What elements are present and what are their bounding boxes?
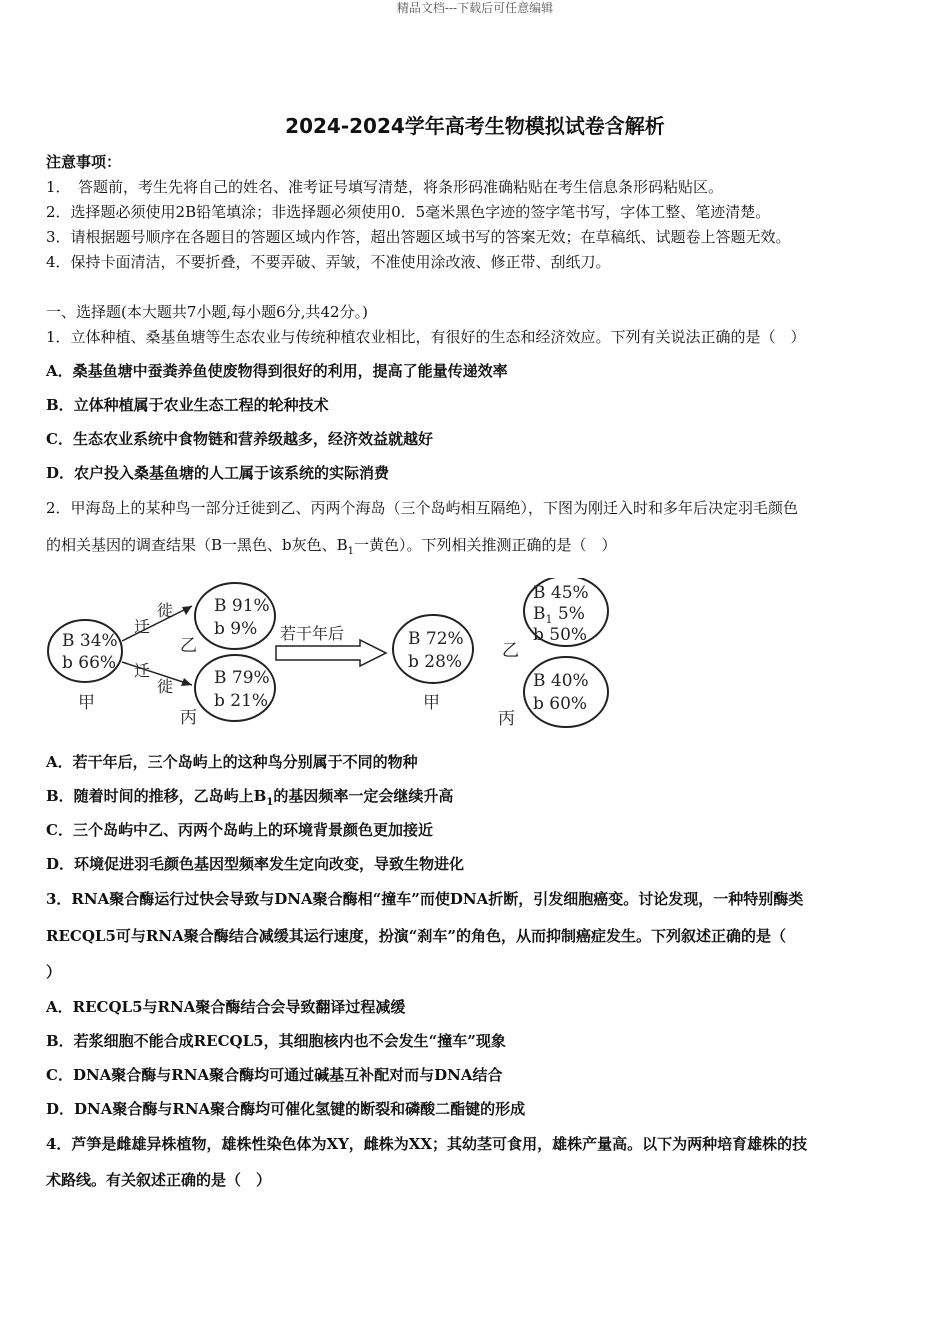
bing-later-circle	[524, 657, 608, 727]
notice-item-1: 1． 答题前，考生先将自己的姓名、准考证号填写清楚，将条形码准确粘贴在考生信息条形码粘贴区。	[46, 178, 724, 196]
jia-later-b: b 28%	[408, 652, 463, 672]
question-2-stem-line2: 的相关基因的调查结果（B一黑色、b灰色、$B_1$一黄色）。下列相关推测正确的是（ ）	[46, 536, 617, 557]
notice-heading: 注意事项：	[46, 153, 122, 171]
bing-initial-circle	[195, 655, 275, 721]
gene-frequency-diagram	[40, 578, 620, 736]
yi-initial-b: b 9%	[214, 619, 258, 639]
yi-initial-circle	[195, 583, 275, 649]
label-bing-initial: 丙	[180, 708, 197, 728]
header-note: 精品文档---下载后可任意编辑	[396, 1, 554, 15]
notice-item-2: 2．选择题必须使用2B铅笔填涂；非选择题必须使用0．5毫米黑色字迹的签字笔书写，字体工整、笔迹清楚。	[46, 203, 771, 221]
question-2-option-c: C．三个岛屿中乙、丙两个岛屿上的环境背景颜色更加接近	[46, 821, 433, 839]
question-2-option-b: B．随着时间的推移，乙岛屿上$B_1$的基因频率一定会继续升高	[46, 787, 454, 808]
question-3-option-b: B．若浆细胞不能合成RECQL5，其细胞核内也不会发生“撞车”现象	[46, 1032, 506, 1050]
label-yi-initial: 乙	[180, 636, 197, 656]
jia-initial-B: B 34%	[62, 631, 118, 651]
migrate-top-qian: 迁	[134, 617, 151, 636]
question-3-stem-line1: 3．RNA聚合酶运行过快会导致与DNA聚合酶相“撞车”而使DNA折断，引发细胞癌变。讨论发现，一种特别酶类	[46, 890, 804, 908]
question-3-option-c: C．DNA聚合酶与RNA聚合酶均可通过碱基互补配对而与DNA结合	[46, 1066, 503, 1084]
question-2-stem-line1: 2．甲海岛上的某种鸟一部分迁徙到乙、丙两个海岛（三个岛屿相互隔绝），下图为刚迁入时和多年后决定羽毛颜色	[46, 499, 799, 517]
question-1-option-a: A．桑基鱼塘中蚕粪养鱼使废物得到很好的利用，提高了能量传递效率	[46, 362, 508, 380]
migrate-bottom-qian: 迁	[134, 661, 151, 680]
yi-initial-B: B 91%	[214, 596, 270, 616]
notice-item-4: 4．保持卡面清洁，不要折叠，不要弄破、弄皱，不准使用涂改液、修正带、刮纸刀。	[46, 253, 611, 271]
yi-later-b: b 50%	[533, 625, 588, 645]
section-heading: 一、选择题(本大题共7小题,每小题6分,共42分。)	[46, 303, 368, 321]
question-4-stem-line2: 术路线。有关叙述正确的是（ ）	[46, 1171, 272, 1189]
jia-later-B: B 72%	[408, 629, 464, 649]
question-1-option-c: C．生态农业系统中食物链和营养级越多，经济效益就越好	[46, 430, 433, 448]
notice-item-3: 3．请根据题号顺序在各题目的答题区域内作答，超出答题区域书写的答案无效；在草稿纸、试题卷上答题无效。	[46, 228, 791, 246]
migrate-top-xi: 徙	[157, 601, 174, 620]
question-4-stem-line1: 4．芦笋是雌雄异株植物，雄株性染色体为XY，雌株为XX；其幼茎可食用，雄株产量高。以下为两种培育雄株的技	[46, 1135, 808, 1153]
label-yi-later: 乙	[502, 641, 519, 661]
question-3-option-d: D．DNA聚合酶与RNA聚合酶均可催化氢键的断裂和磷酸二酯键的形成	[46, 1100, 526, 1118]
label-jia-initial: 甲	[78, 693, 95, 713]
yi-later-B: B 45%	[533, 583, 589, 603]
question-3-stem-line2: RECQL5可与RNA聚合酶结合减缓其运行速度，扮演“刹车”的角色，从而抑制癌症发生。下列叙述正确的是（	[46, 927, 786, 945]
page-title: 2024-2024学年高考生物模拟试卷含解析	[285, 114, 665, 138]
jia-initial-b: b 66%	[62, 653, 117, 673]
bing-later-b: b 60%	[533, 694, 588, 714]
question-2-option-a: A．若干年后，三个岛屿上的这种鸟分别属于不同的物种	[46, 753, 418, 771]
migrate-bottom-xi: 徙	[157, 677, 174, 696]
label-jia-later: 甲	[423, 693, 440, 713]
bing-initial-b: b 21%	[214, 691, 269, 711]
question-1-stem: 1．立体种植、桑基鱼塘等生态农业与传统种植农业相比，有很好的生态和经济效应。下列有关说法正确的是（ ）	[46, 328, 806, 346]
question-3-stem-line3: ）	[46, 963, 62, 981]
time-arrow	[276, 640, 386, 666]
bing-initial-B: B 79%	[214, 668, 270, 688]
question-3-option-a: A．RECQL5与RNA聚合酶结合会导致翻译过程减缓	[46, 998, 406, 1016]
question-1-option-d: D．农户投入桑基鱼塘的人工属于该系统的实际消费	[46, 464, 390, 482]
time-arrow-label: 若干年后	[280, 624, 345, 643]
bing-later-B: B 40%	[533, 671, 589, 691]
question-1-option-b: B．立体种植属于农业生态工程的轮种技术	[46, 396, 329, 414]
arrow-to-bing-head	[181, 678, 192, 686]
jia-later-circle	[393, 615, 473, 683]
yi-later-B1: $B_1$ 5%	[533, 604, 585, 626]
label-bing-later: 丙	[498, 709, 515, 729]
question-2-option-d: D．环境促进羽毛颜色基因型频率发生定向改变，导致生物进化	[46, 855, 465, 873]
